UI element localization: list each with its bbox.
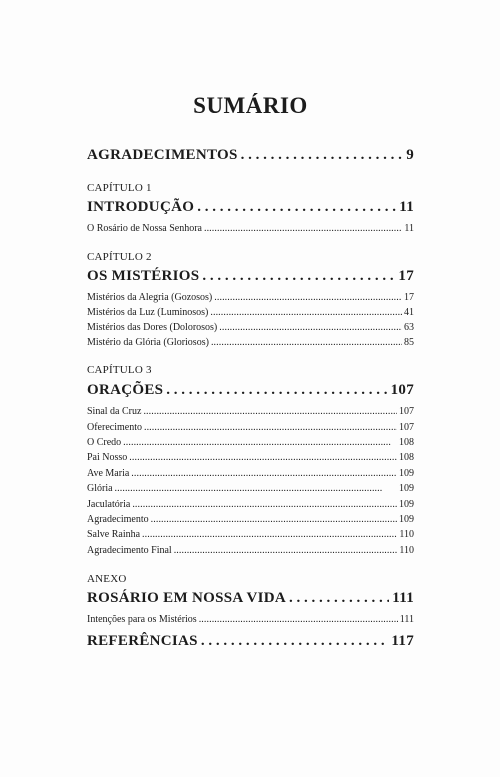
toc-subentry [87,337,414,348]
leader-dots [143,406,397,417]
entry-label: Mistérios da Luz (Luminosos) [87,307,209,318]
leader-dots [211,337,402,348]
leader-dots [142,529,397,540]
leader-dots [115,483,397,494]
leader-dots [166,382,387,399]
entry-label: REFERÊNCIAS [87,633,198,649]
entry-page: 17 [398,268,414,284]
toc-subentry [87,437,414,448]
entry-label: OS MISTÉRIOS [87,268,200,284]
leader-dots [129,452,397,463]
leader-dots [131,468,397,479]
toc-subentry [87,468,414,479]
entry-label: Glória [87,483,113,494]
toc-subentry [87,452,414,463]
entry-page: 17 [404,292,414,303]
entry-label: Jaculatória [87,499,131,510]
leader-dots [289,590,389,607]
entry-page: 117 [391,633,414,649]
entry-page: 110 [399,545,414,556]
entry-page: 9 [406,147,414,163]
entry-page: 111 [392,590,414,606]
leader-dots [174,545,398,556]
toc-entry-agradecimentos [87,147,414,164]
toc-subentry [87,499,414,510]
leader-dots [214,292,402,303]
entry-label: ROSÁRIO EM NOSSA VIDA [87,590,286,606]
entry-page: 107 [399,422,414,433]
leader-dots [241,147,404,164]
toc-subentry [87,322,414,333]
chapter-caption-2: CAPÍTULO 2 [87,251,152,263]
entry-label: AGRADECIMENTOS [87,147,238,163]
entry-page: 110 [399,529,414,540]
toc-entry-introducao [87,199,414,216]
entry-page: 107 [390,382,414,398]
entry-label: Sinal da Cruz [87,406,142,417]
leader-dots [123,437,397,448]
entry-page: 11 [399,199,414,215]
toc-subentry [87,307,414,318]
toc-subentry [87,406,414,417]
chapter-caption-1: CAPÍTULO 1 [87,182,152,194]
toc-entry-misterios [87,268,414,285]
entry-page: 41 [404,307,414,318]
entry-label: ORAÇÕES [87,382,164,398]
entry-label: Mistérios das Dores (Dolorosos) [87,322,218,333]
chapter-caption-3: CAPÍTULO 3 [87,364,152,376]
entry-page: 108 [399,452,414,463]
entry-label: Salve Rainha [87,529,141,540]
leader-dots [144,422,397,433]
entry-label: Intenções para os Mistérios [87,614,197,625]
toc-subentry [87,223,414,234]
leader-dots [219,322,402,333]
annex-caption: ANEXO [87,573,127,585]
leader-dots [210,307,402,318]
leader-dots [202,268,395,285]
entry-label: Mistérios da Alegria (Gozosos) [87,292,213,303]
toc-subentry [87,529,414,540]
toc-subentry [87,514,414,525]
entry-label: Mistério da Glória (Gloriosos) [87,337,209,348]
entry-label: INTRODUÇÃO [87,199,195,215]
toc-subentry [87,483,414,494]
entry-page: 85 [404,337,414,348]
entry-page: 109 [399,468,414,479]
leader-dots [199,614,398,625]
entry-page: 63 [404,322,414,333]
entry-page: 109 [399,483,414,494]
entry-page: 109 [399,499,414,510]
entry-page: 108 [399,437,414,448]
entry-page: 111 [399,614,414,625]
leader-dots [197,199,396,216]
entry-page: 107 [399,406,414,417]
toc-subentry [87,545,414,556]
toc-entry-rosario [87,590,414,607]
entry-label: Oferecimento [87,422,142,433]
entry-label: O Credo [87,437,122,448]
entry-label: Pai Nosso [87,452,128,463]
toc-subentry [87,614,414,625]
entry-label: Agradecimento [87,514,149,525]
toc-subentry [87,292,414,303]
leader-dots [151,514,397,525]
toc-entry-oracoes [87,382,414,399]
entry-page: 109 [399,514,414,525]
entry-label: O Rosário de Nossa Senhora [87,223,202,234]
page-title: SUMÁRIO [193,93,308,118]
leader-dots [204,223,402,234]
toc-subentry [87,422,414,433]
entry-page: 11 [404,223,414,234]
leader-dots [201,633,389,650]
toc-entry-referencias [87,633,414,650]
entry-label: Ave Maria [87,468,130,479]
entry-label: Agradecimento Final [87,545,172,556]
leader-dots [132,499,397,510]
